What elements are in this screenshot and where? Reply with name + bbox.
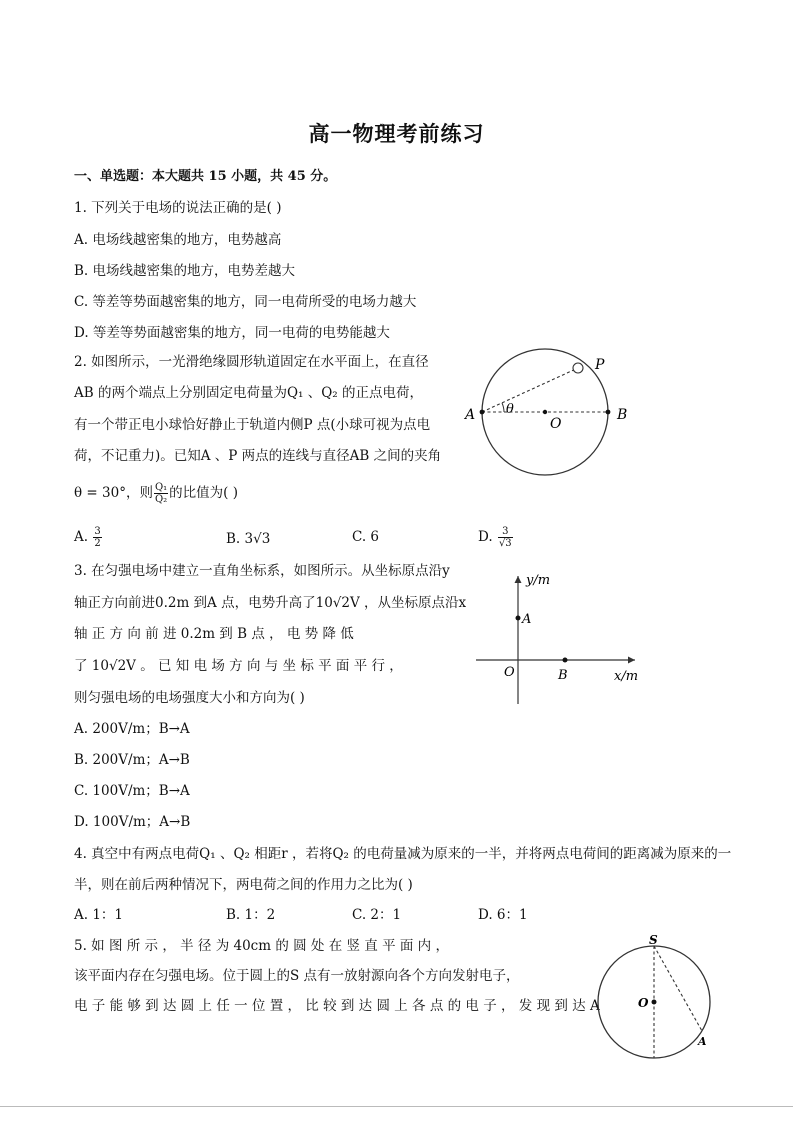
- q3-xlabel: x/m: [614, 669, 639, 684]
- q3-line-2: 轴正方向前进0.2m 到A 点，电势升高了10√2V ，从坐标原点沿x: [74, 595, 467, 611]
- q4-option-d[interactable]: D. 6：1: [478, 907, 528, 923]
- q5-line-2: 该平面内存在匀强电场。位于圆上的S 点有一放射源向各个方向发射电子，: [74, 968, 520, 984]
- q4-option-c[interactable]: C. 2：1: [352, 907, 402, 923]
- q5-circle-figure: [594, 932, 724, 1066]
- q5-center-o: [652, 1000, 657, 1005]
- q2-line-ap: [482, 368, 578, 412]
- q2-option-d[interactable]: [478, 526, 514, 549]
- q2-center-o: [543, 410, 547, 414]
- q4-line-1: 4. 真空中有两点电荷Q₁ 、Q₂ 相距r ，若将Q₂ 的电荷量减为原来的一半，并将两点电荷间的距离减为原来的一: [74, 846, 732, 862]
- q5-label-o: O: [638, 996, 649, 1010]
- q3-point-a: [516, 616, 521, 621]
- q3-option-d[interactable]: D. 100V/m；A→B: [74, 814, 191, 830]
- q1-option-a[interactable]: A. 电场线越密集的地方，电势越高: [74, 232, 282, 248]
- q3-label-a: A: [522, 612, 532, 627]
- q5-label-s: S: [649, 933, 658, 947]
- q3-line-3: 轴 正 方 向 前 进 0.2m 到 B 点 ， 电 势 降 低: [74, 626, 354, 642]
- q5-label-a: A: [698, 1035, 707, 1048]
- q2-circle-figure: [460, 340, 640, 480]
- section-header: 一、单选题：本大题共 15 小题，共 45 分。: [74, 169, 337, 184]
- q2-label-p: P: [595, 357, 605, 373]
- q3-point-b: [563, 658, 568, 663]
- q1-option-b[interactable]: B. 电场线越密集的地方，电势差越大: [74, 263, 296, 279]
- q2-option-a-den: 2: [94, 538, 101, 549]
- q2-option-a[interactable]: [74, 526, 103, 549]
- q1-stem: 1. 下列关于电场的说法正确的是( ): [74, 200, 282, 216]
- q3-ylabel: y/m: [526, 573, 551, 588]
- page-title: 高一物理考前练习: [308, 121, 485, 146]
- q2-line-5: [74, 481, 238, 505]
- q5-line-3: 电 子 能 够 到 达 圆 上 任 一 位 置 ， 比 较 到 达 圆 上 各 点 的 电 子 ， 发 现 到 达 A: [74, 998, 600, 1014]
- q4-line-2: 半，则在前后两种情况下，两电荷之间的作用力之比为( ): [74, 877, 413, 893]
- q3-label-b: B: [558, 668, 568, 683]
- page-bottom-divider: [0, 1106, 793, 1107]
- q2-option-d-num: 3: [498, 526, 513, 538]
- q2-ratio-fraction: [154, 482, 168, 505]
- q2-option-b[interactable]: B. 3√3: [226, 531, 271, 547]
- q3-option-b[interactable]: B. 200V/m；A→B: [74, 752, 190, 768]
- q2-ball-p: [573, 363, 583, 373]
- q2-line-5-pre: θ = 30°，则: [74, 485, 153, 501]
- q2-option-a-label: A.: [74, 529, 89, 545]
- q3-line-4: 了 10√2V 。 已 知 电 场 方 向 与 坐 标 平 面 平 行 ，: [74, 658, 403, 674]
- q2-option-a-num: 3: [94, 526, 101, 537]
- q2-label-a: A: [465, 407, 476, 423]
- q2-option-c[interactable]: C. 6: [352, 529, 380, 545]
- q1-option-d[interactable]: D. 等差等势面越密集的地方，同一电荷的电势能越大: [74, 325, 390, 341]
- q3-option-c[interactable]: C. 100V/m；B→A: [74, 783, 190, 799]
- q3-line-5: 则匀强电场的电场强度大小和方向为( ): [74, 690, 305, 706]
- q2-line-1: 2. 如图所示，一光滑绝缘圆形轨道固定在水平面上，在直径: [74, 354, 429, 370]
- q2-option-d-den: √3: [498, 538, 512, 549]
- q2-charge-a: [480, 410, 485, 415]
- q2-charge-b: [606, 410, 611, 415]
- q3-label-o: O: [504, 665, 515, 680]
- q2-option-d-fraction: [498, 526, 513, 549]
- q4-option-a[interactable]: A. 1：1: [74, 907, 124, 923]
- q4-option-b[interactable]: B. 1：2: [226, 907, 276, 923]
- q1-option-c[interactable]: C. 等差等势面越密集的地方，同一电荷所受的电场力越大: [74, 294, 417, 310]
- q2-line-2: AB 的两个端点上分别固定电荷量为Q₁ 、Q₂ 的正点电荷，: [74, 385, 424, 401]
- q5-line-1: 5. 如 图 所 示 ， 半 径 为 40cm 的 圆 处 在 竖 直 平 面 内 ，: [74, 938, 449, 954]
- q2-frac-num: Q₁: [154, 482, 168, 493]
- q2-label-theta: θ: [506, 402, 514, 417]
- q5-chord-sa: [654, 946, 702, 1031]
- q3-line-1: 3. 在匀强电场中建立一直角坐标系，如图所示。从坐标原点沿y: [74, 563, 450, 579]
- q2-label-b: B: [617, 407, 628, 423]
- q2-line-4: 荷，不记重力)。已知A 、P 两点的连线与直径AB 之间的夹角: [74, 448, 442, 464]
- q3-option-a[interactable]: A. 200V/m；B→A: [74, 721, 190, 737]
- q2-option-d-label: D.: [478, 529, 493, 545]
- q2-line-5-post: 的比值为( ): [169, 485, 238, 501]
- q2-label-o: O: [550, 416, 562, 432]
- q3-axes-figure: [470, 568, 650, 708]
- q2-frac-den: Q₂: [154, 494, 168, 505]
- q2-line-3: 有一个带正电小球恰好静止于轨道内侧P 点(小球可视为点电: [74, 417, 431, 433]
- q2-option-a-fraction: [93, 526, 101, 549]
- q2-angle-arc: [502, 403, 504, 412]
